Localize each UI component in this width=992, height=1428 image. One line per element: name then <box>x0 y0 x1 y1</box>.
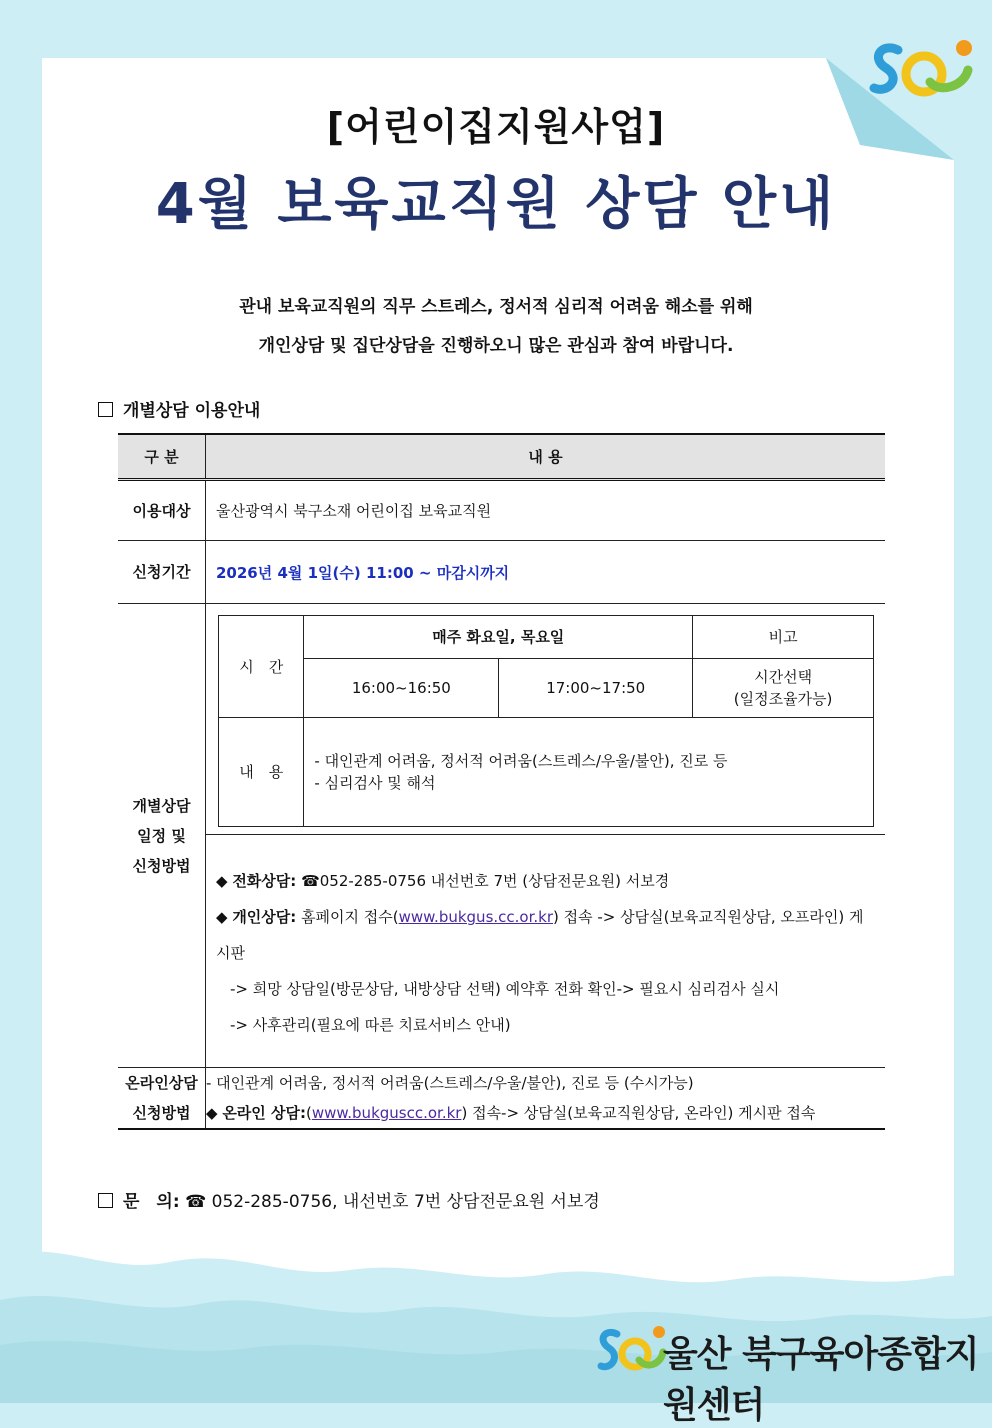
note-line: (일정조율가능) <box>733 690 833 708</box>
application-methods <box>206 834 885 1067</box>
brand-name: 울산 북구육아종합지원센터 <box>663 1334 979 1426</box>
page-supertitle: [어린이집지원사업] <box>326 105 666 149</box>
personal-post: ) 접속 -> 상담실(보육교직원상담, 오프라인) 게시판 <box>216 908 864 962</box>
contact-label: 문 의: <box>123 1192 180 1212</box>
content-value <box>304 718 874 827</box>
center-logo-icon <box>868 36 980 102</box>
personal-pre: 홈페이지 접수( <box>301 908 399 926</box>
label-line: 신청방법 <box>132 856 191 875</box>
note-header: 비고 <box>693 616 874 659</box>
table-row <box>118 480 885 541</box>
label-line: 개별상담 <box>132 796 191 815</box>
flow-line: -> 사후관리(필요에 따른 치료서비스 안내) <box>230 1016 511 1034</box>
intro-text <box>0 288 992 366</box>
schedule-row <box>219 616 874 659</box>
online-link[interactable]: www.bukguscc.or.kr <box>311 1104 462 1122</box>
row-label: 이용대상 <box>118 480 206 541</box>
time-label: 시 간 <box>219 616 304 718</box>
section-title: 개별상담 이용안내 <box>123 401 261 421</box>
homepage-link[interactable]: www.bukgus.cc.or.kr <box>398 908 553 926</box>
target-value: 울산광역시 북구소재 어린이집 보육교직원 <box>206 480 886 541</box>
checkbox-square-icon <box>98 402 113 417</box>
note-line: 시간선택 <box>754 668 813 686</box>
phone-icon: ☎ <box>185 1192 207 1212</box>
online-line: - 대인관계 어려움, 정서적 어려움(스트레스/우울/불안), 진로 등 (수시가능) <box>206 1074 694 1092</box>
contact-text: 052-285-0756, 내선번호 7번 상담전문요원 서보경 <box>211 1192 600 1212</box>
schedule-cell <box>206 604 886 1068</box>
phone-text: ☎052-285-0756 내선번호 7번 (상담전문요원) 서보경 <box>301 872 670 890</box>
personal-counsel-line: ◆ 개인상담: 홈페이지 접수(www.bukgus.cc.or.kr) 접속 -> 상담실(보육교직원상담, 오프라인) 게시판 <box>216 908 864 962</box>
table-header-row <box>118 434 885 480</box>
period-value: 2026년 4월 1일(수) 11:00 ~ 마감시까지 <box>206 541 886 604</box>
table-row <box>118 1068 885 1130</box>
header-category: 구 분 <box>118 434 206 480</box>
note-value <box>693 659 874 718</box>
online-pre: ( <box>305 1104 312 1122</box>
schedule-days: 매주 화요일, 목요일 <box>304 616 693 659</box>
phone-label: 전화상담: <box>232 872 297 890</box>
schedule-table <box>218 615 874 827</box>
online-cell <box>206 1068 886 1130</box>
row-label <box>118 604 206 1068</box>
header-content: 내 용 <box>206 434 886 480</box>
intro-line: 관내 보육교직원의 직무 스트레스, 정서적 심리적 어려움 해소를 위해 <box>239 297 753 317</box>
info-table <box>118 433 885 1130</box>
online-link-line: ◆ 온라인 상담:(www.bukguscc.or.kr) 접속-> 상담실(보육교직원상담, 온라인) 게시판 접속 <box>206 1104 816 1122</box>
contact-line <box>98 1187 600 1212</box>
schedule-row <box>219 718 874 827</box>
time-slot: 16:00~16:50 <box>304 659 499 718</box>
flow-line: -> 희망 상담일(방문상담, 내방상담 선택) 예약후 전화 확인-> 필요시 심리검사 실시 <box>230 980 780 998</box>
row-label <box>118 1068 206 1130</box>
schedule-row <box>219 659 874 718</box>
content-label: 내 용 <box>219 718 304 827</box>
personal-label: 개인상담: <box>232 908 297 926</box>
page-title: 4월 보육교직원 상담 안내 <box>155 172 837 237</box>
section-heading <box>98 396 260 421</box>
phone-counsel-line: ◆ 전화상담: ☎052-285-0756 내선번호 7번 (상담전문요원) 서보경 <box>216 872 670 890</box>
label-line: 온라인상담 <box>125 1074 198 1092</box>
time-slot: 17:00~17:50 <box>499 659 693 718</box>
table-row <box>118 541 885 604</box>
online-post: ) 접속-> 상담실(보육교직원상담, 온라인) 게시판 접속 <box>461 1104 816 1122</box>
label-line: 신청방법 <box>132 1104 191 1122</box>
label-line: 일정 및 <box>137 826 186 845</box>
intro-line: 개인상담 및 집단상담을 진행하오니 많은 관심과 참여 바랍니다. <box>258 336 734 356</box>
online-label: 온라인 상담: <box>222 1104 306 1122</box>
checkbox-square-icon <box>98 1193 113 1208</box>
content-line: - 심리검사 및 해석 <box>314 774 436 792</box>
row-label: 신청기간 <box>118 541 206 604</box>
content-line: - 대인관계 어려움, 정서적 어려움(스트레스/우울/불안), 진로 등 <box>314 752 728 770</box>
table-row <box>118 604 885 1068</box>
